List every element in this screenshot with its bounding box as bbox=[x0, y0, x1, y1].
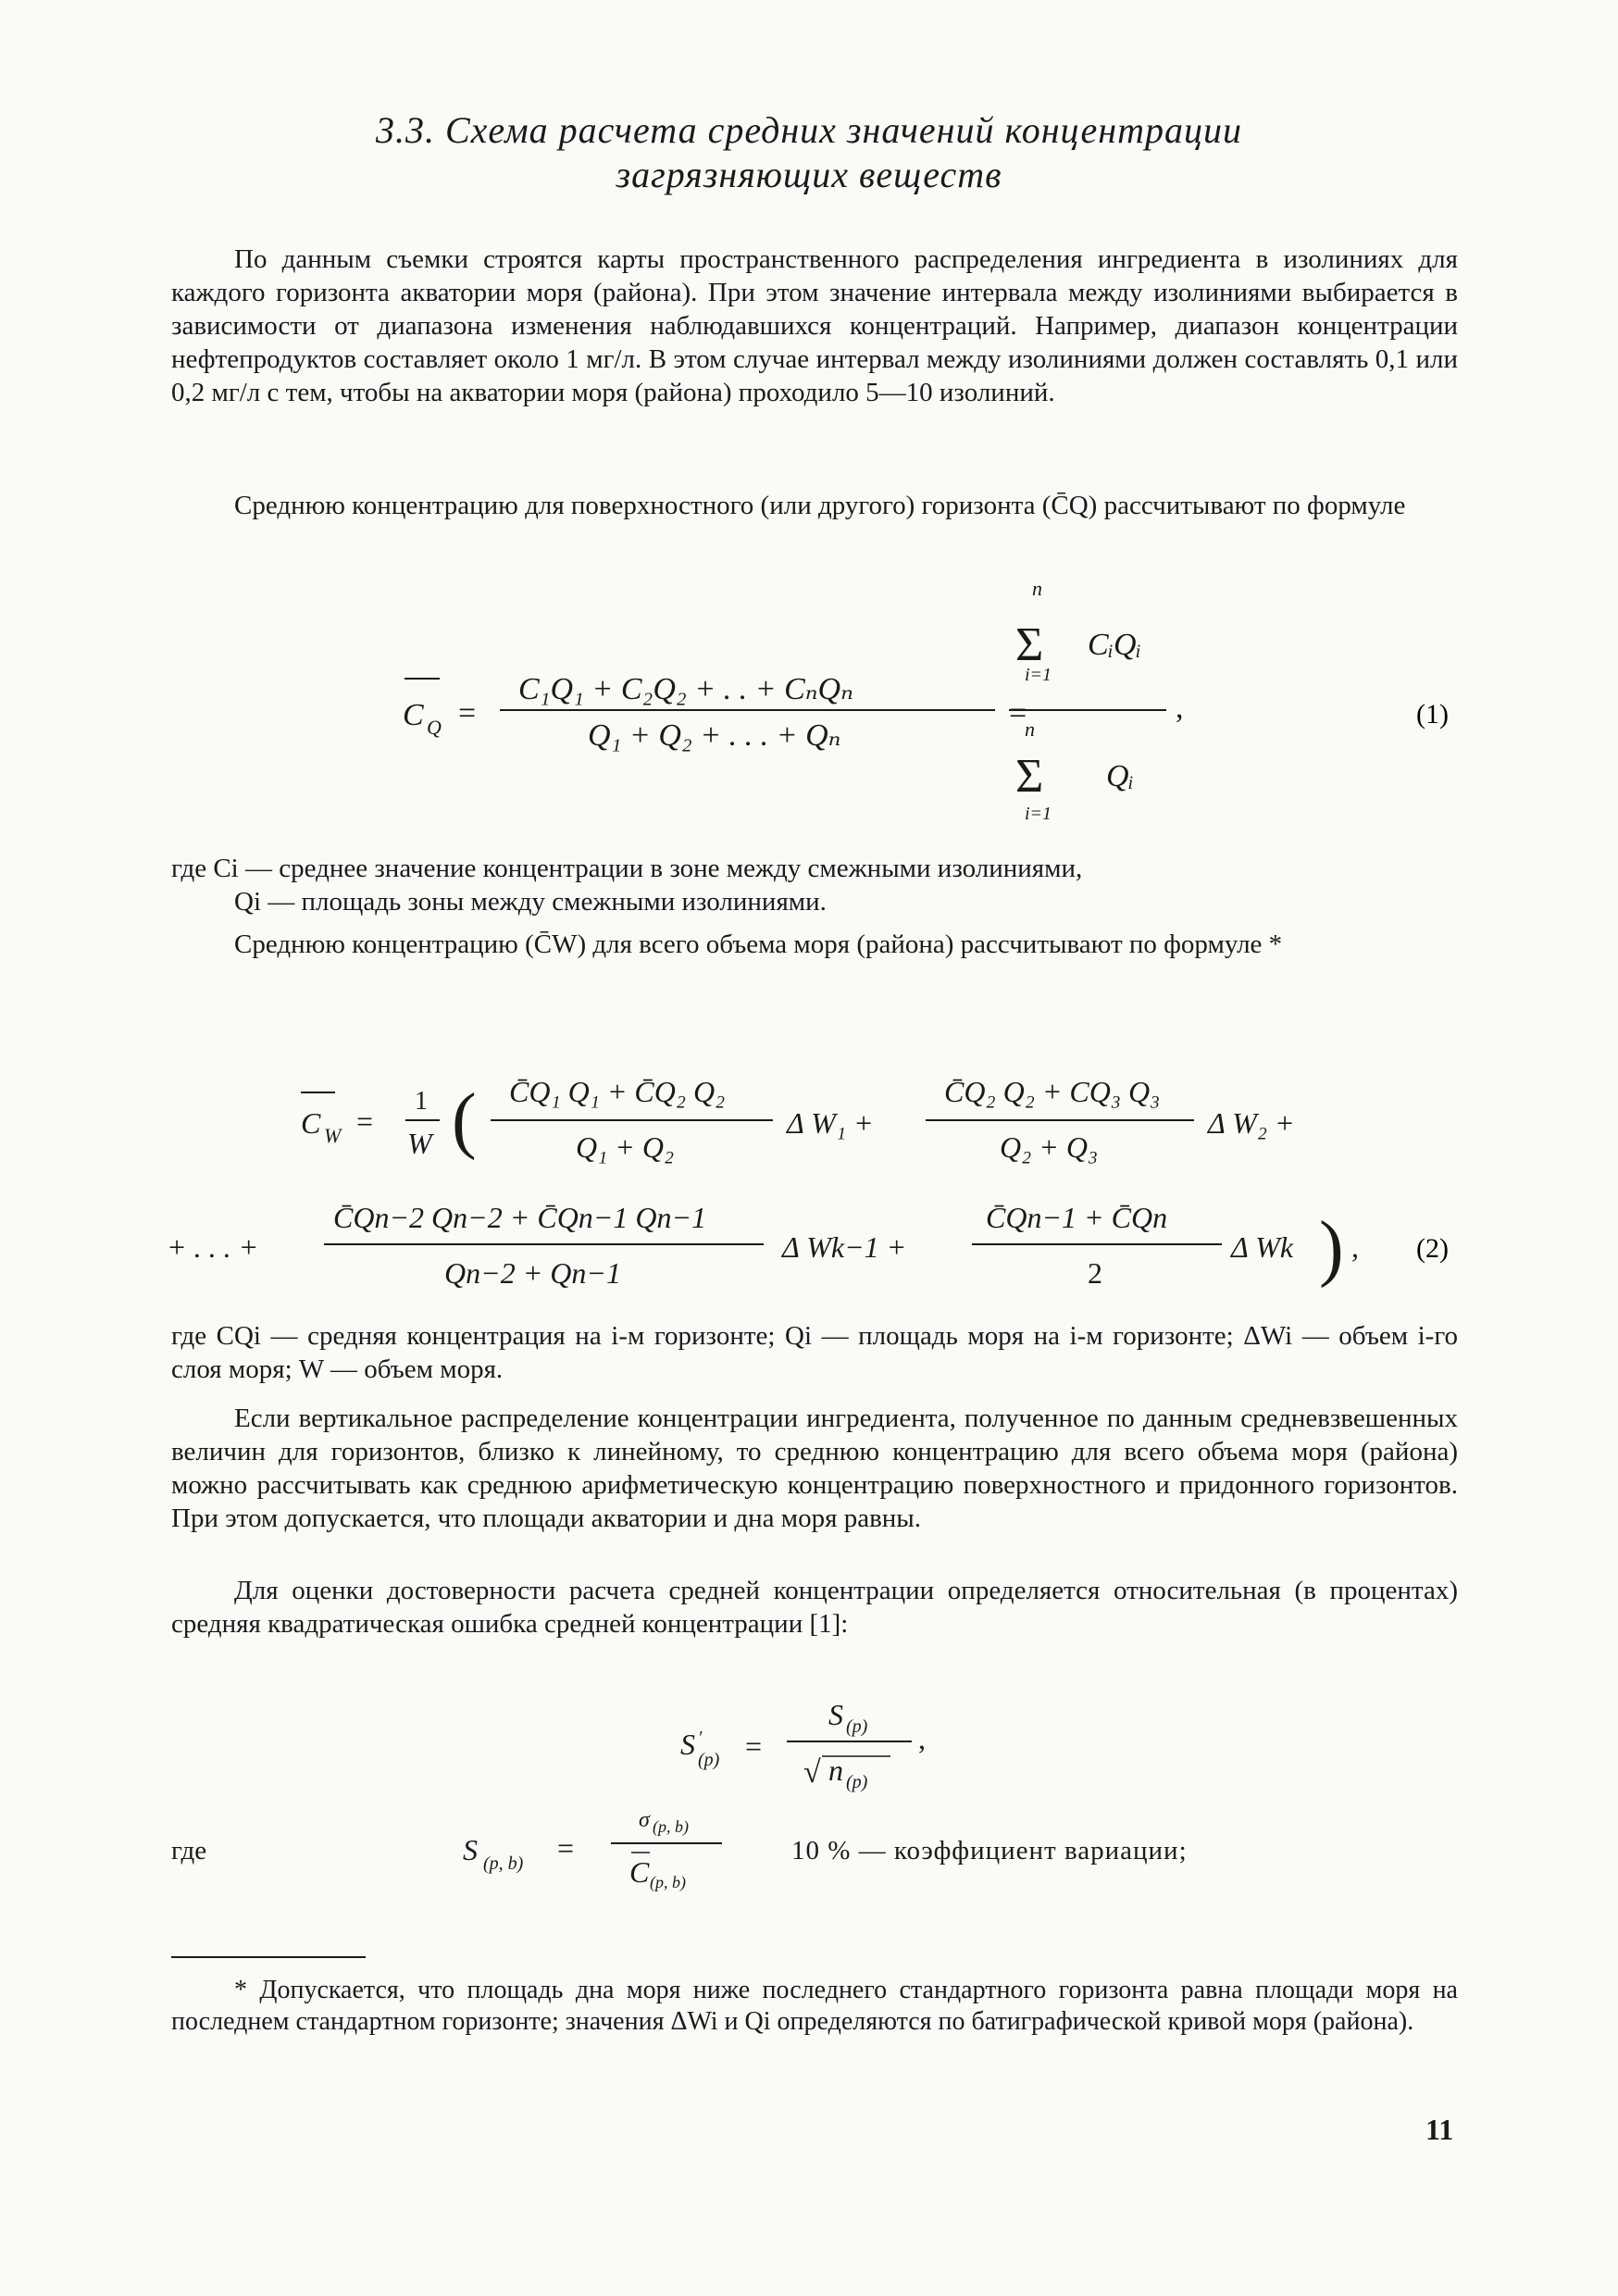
paragraph-error-estimate bbox=[171, 1574, 1458, 1641]
svg-text:S: S bbox=[828, 1698, 843, 1731]
svg-text:Q₁ + Q₂ + . . . + Qₙ: Q₁ + Q₂ + . . . + Qₙ bbox=[588, 718, 841, 753]
svg-text:σ: σ bbox=[639, 1808, 650, 1832]
svg-text:C̄Qn−2 Qn−2 + C̄Qn−1 Qn−1: C̄Qn−2 Qn−2 + C̄Qn−1 Qn−1 bbox=[333, 1201, 707, 1234]
svg-text:Qn−2 + Qn−1: Qn−2 + Qn−1 bbox=[444, 1256, 621, 1290]
paragraph-surface-mean bbox=[171, 489, 1458, 522]
paragraph-volume-mean-text: Среднюю концентрацию (C̄W) для всего объема моря (района) рассчитывают по формуле * bbox=[234, 930, 1283, 959]
svg-text:W: W bbox=[324, 1124, 342, 1147]
svg-text:C: C bbox=[629, 1855, 650, 1889]
svg-text:Q₁ + Q₂: Q₁ + Q₂ bbox=[576, 1130, 675, 1164]
svg-text:=: = bbox=[745, 1729, 763, 1763]
svg-text:i=1: i=1 bbox=[1025, 804, 1052, 824]
paragraph-linear-case bbox=[171, 1402, 1458, 1535]
svg-text:,: , bbox=[1176, 691, 1184, 725]
svg-text:,: , bbox=[918, 1722, 926, 1755]
svg-text:Σ: Σ bbox=[1015, 618, 1044, 671]
svg-text:(p): (p) bbox=[846, 1772, 868, 1792]
svg-text:n: n bbox=[1025, 718, 1035, 741]
svg-text:′: ′ bbox=[698, 1728, 703, 1748]
svg-text:CᵢQᵢ: CᵢQᵢ bbox=[1088, 628, 1141, 662]
svg-text:Δ Wk: Δ Wk bbox=[1231, 1230, 1294, 1264]
svg-text:Q: Q bbox=[427, 716, 442, 739]
equation-2-number: (2) bbox=[1416, 1233, 1449, 1264]
paragraph-isolines bbox=[171, 243, 1458, 409]
paragraph-linear-case-text: Если вертикальное распределение концентрации ингредиента, полученное по данным средневзвешенных величин для горизонтов, близко к линейному, то среднюю концентрацию для всего объема моря (района) можно рассчитывать как среднюю арифметическую концентрацию поверхностного и придонного горизонтов. При этом допускается, что площади акватории и дна моря равны. bbox=[171, 1404, 1458, 1533]
svg-text:C: C bbox=[403, 698, 424, 732]
svg-text:Δ Wk−1 +: Δ Wk−1 + bbox=[782, 1230, 907, 1264]
equation-relative-error bbox=[648, 1690, 981, 1801]
svg-text:(p, b): (p, b) bbox=[483, 1853, 524, 1874]
svg-text:S: S bbox=[463, 1833, 478, 1866]
svg-text:1: 1 bbox=[415, 1087, 428, 1116]
svg-text:Σ: Σ bbox=[1015, 750, 1044, 803]
variation-coefficient-text: 10 % — коэффициент вариации; bbox=[791, 1836, 1188, 1866]
equation-variation bbox=[454, 1791, 768, 1893]
svg-text:C: C bbox=[301, 1106, 321, 1140]
svg-text:Δ W₂ +: Δ W₂ + bbox=[1208, 1106, 1295, 1140]
svg-text:2: 2 bbox=[1088, 1256, 1102, 1290]
paragraph-ci-line2: Qi — площадь зоны между смежными изолиниями. bbox=[234, 887, 827, 917]
svg-text:W: W bbox=[407, 1127, 432, 1160]
svg-text:Δ W₁ +: Δ W₁ + bbox=[787, 1106, 874, 1140]
svg-text:): ) bbox=[1319, 1207, 1344, 1289]
where-label: где bbox=[171, 1836, 207, 1866]
page-number: 11 bbox=[1425, 2113, 1454, 2146]
paragraph-volume-mean bbox=[171, 928, 1458, 961]
footnote bbox=[171, 1975, 1458, 2038]
svg-text:,: , bbox=[1351, 1230, 1359, 1264]
svg-text:i=1: i=1 bbox=[1025, 665, 1052, 685]
svg-text:=: = bbox=[1009, 696, 1027, 730]
paragraph-ci-definition bbox=[171, 852, 1458, 918]
svg-text:C̄Qn−1 + C̄Qn: C̄Qn−1 + C̄Qn bbox=[986, 1201, 1168, 1234]
paragraph-surface-mean-text: Среднюю концентрацию для поверхностного (или другого) горизонта (C̄Q) рассчитывают по формуле bbox=[234, 491, 1406, 520]
svg-text:Q₂ + Q₃: Q₂ + Q₃ bbox=[1000, 1130, 1099, 1164]
svg-text:(: ( bbox=[452, 1079, 477, 1161]
svg-text:=: = bbox=[458, 696, 477, 730]
svg-text:√: √ bbox=[803, 1755, 821, 1790]
svg-text:(p, b): (p, b) bbox=[650, 1873, 686, 1891]
svg-text:=: = bbox=[356, 1104, 374, 1138]
svg-text:(p, b): (p, b) bbox=[653, 1817, 689, 1836]
equation-1-number: (1) bbox=[1416, 699, 1449, 730]
svg-text:+ . . . +: + . . . + bbox=[167, 1230, 259, 1264]
equation-1 bbox=[171, 579, 1467, 829]
svg-text:n: n bbox=[828, 1753, 843, 1787]
svg-text:=: = bbox=[557, 1831, 575, 1865]
section-title-line1: 3.3. Схема расчета средних значений концентрации bbox=[375, 109, 1243, 151]
footnote-divider bbox=[171, 1956, 366, 1958]
svg-text:(p): (p) bbox=[698, 1750, 720, 1770]
svg-text:C₁Q₁ + C₂Q₂ + . . + CₙQₙ: C₁Q₁ + C₂Q₂ + . . + CₙQₙ bbox=[518, 672, 853, 706]
paragraph-isolines-text: По данным съемки строятся карты пространственного распределения ингредиента в изолиниях для каждого горизонта акватории моря (района). При этом значение интервала между изолиниями выбирается в зависимости от диапазона изменения наблюдавшихся концентраций. Например, диапазон концентрации нефтепродуктов составляет около 1 мг/л. В этом случае интервал между изолиниями должен составлять 0,1 или 0,2 мг/л с тем, чтобы на акватории моря (района) проходило 5—10 изолиний. bbox=[171, 244, 1458, 407]
paragraph-ci-line1: где Ci — среднее значение концентрации в зоне между смежными изолиниями, bbox=[171, 854, 1083, 883]
section-title-line2: загрязняющих веществ bbox=[616, 154, 1002, 195]
paragraph-cqi-definition-text: где CQi — средняя концентрация на i-м горизонте; Qi — площадь моря на i-м горизонте; ΔWi — объем i-го слоя моря; W — объем моря. bbox=[171, 1321, 1458, 1384]
svg-text:C̄Q₁ Q₁ + C̄Q₂ Q₂: C̄Q₁ Q₁ + C̄Q₂ Q₂ bbox=[509, 1075, 726, 1108]
equation-2 bbox=[157, 1035, 1462, 1304]
svg-text:Qᵢ: Qᵢ bbox=[1106, 759, 1134, 793]
paragraph-cqi-definition bbox=[171, 1319, 1458, 1386]
paragraph-error-estimate-text: Для оценки достоверности расчета средней концентрации определяется относительная (в процентах) средняя квадратическая ошибка средней концентрации [1]: bbox=[171, 1576, 1458, 1639]
svg-text:n: n bbox=[1032, 579, 1042, 600]
svg-text:S: S bbox=[680, 1728, 695, 1761]
svg-text:(p): (p) bbox=[846, 1716, 868, 1737]
svg-text:C̄Q₂ Q₂ + CQ₃ Q₃: C̄Q₂ Q₂ + CQ₃ Q₃ bbox=[944, 1075, 1161, 1108]
footnote-text: * Допускается, что площадь дна моря ниже последнего стандартного горизонта равна площади моря на последнем стандартном горизонте; значения ΔWi и Qi определяются по батиграфической кривой моря (района). bbox=[171, 1976, 1458, 2036]
